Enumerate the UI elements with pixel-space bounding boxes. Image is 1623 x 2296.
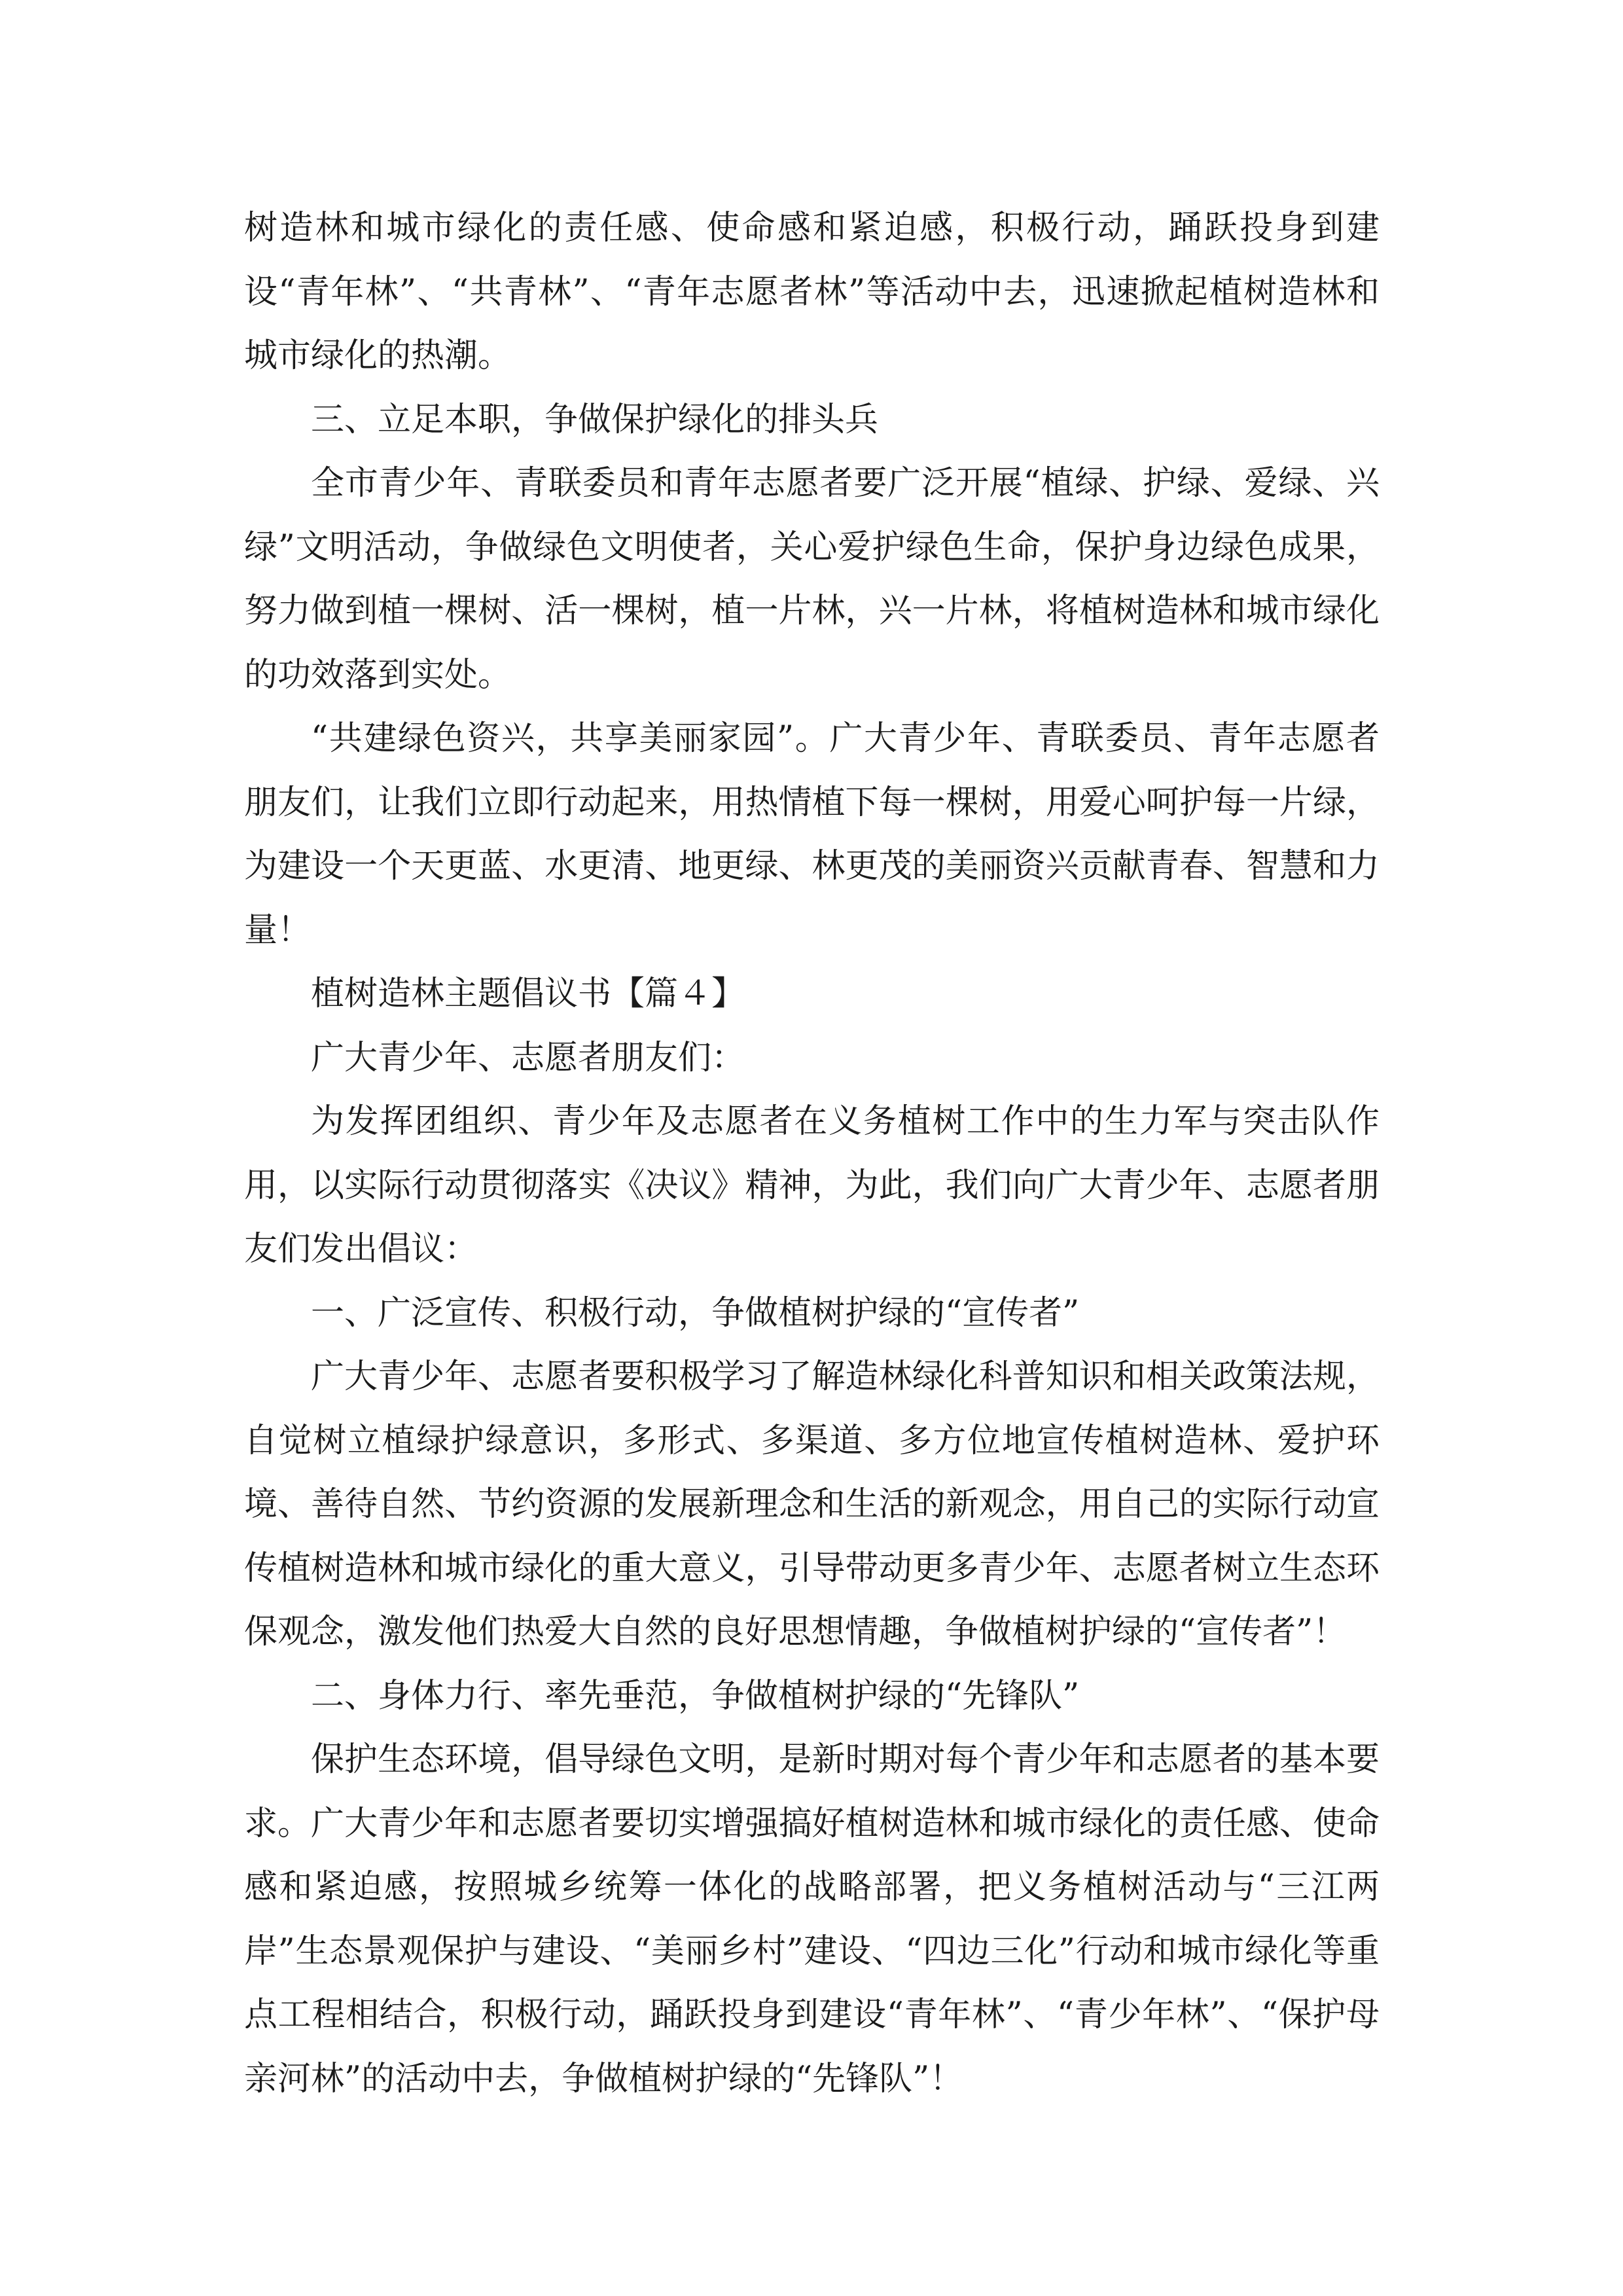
section-heading-2: 二、身体力行、率先垂范，争做植树护绿的“先锋队”	[311, 1676, 1080, 1715]
paragraph: 为发挥团组织、青少年及志愿者在义务植树工作中的生力军与突击队作用，以实际行动贯彻落实《决议》精神，为此，我们向广大青少年、志愿者朋友们发出倡议：	[244, 1102, 1380, 1268]
section-heading-1: 一、广泛宣传、积极行动，争做植树护绿的“宣传者”	[311, 1293, 1080, 1333]
paragraph: “共建绿色资兴，共享美丽家园”。广大青少年、青联委员、青年志愿者朋友们，让我们立即行动起来，用热情植下每一棵树，用爱心呵护每一片绿，为建设一个天更蓝、水更清、地更绿、林更茂的美丽资兴贡献青春、智慧和力量！	[244, 719, 1380, 950]
paragraph-continuation: 树造林和城市绿化的责任感、使命感和紧迫感，积极行动，踊跃投身到建设“青年林”、“共青林”、“青年志愿者林”等活动中去，迅速掀起植树造林和城市绿化的热潮。	[244, 209, 1380, 375]
article-title: 植树造林主题倡议书【篇４】	[311, 975, 745, 1013]
document-body	[244, 196, 1380, 2111]
salutation: 广大青少年、志愿者朋友们：	[311, 1038, 745, 1077]
paragraph: 保护生态环境，倡导绿色文明，是新时期对每个青少年和志愿者的基本要求。广大青少年和志愿者要切实增强搞好植树造林和城市绿化的责任感、使命感和紧迫感，按照城乡统筹一体化的战略部署，把义务植树活动与“三江两岸”生态景观保护与建设、“美丽乡村”建设、“四边三化”行动和城市绿化等重点工程相结合，积极行动，踊跃投身到建设“青年林”、“青少年林”、“保护母亲河林”的活动中去，争做植树护绿的“先锋队”！	[244, 1740, 1380, 2098]
section-heading-3: 三、立足本职，争做保护绿化的排头兵	[311, 400, 879, 439]
paragraph: 广大青少年、志愿者要积极学习了解造林绿化科普知识和相关政策法规，自觉树立植绿护绿意识，多形式、多渠道、多方位地宣传植树造林、爱护环境、善待自然、节约资源的发展新理念和生活的新观念，用自己的实际行动宣传植树造林和城市绿化的重大意义，引导带动更多青少年、志愿者树立生态环保观念，激发他们热爱大自然的良好思想情趣，争做植树护绿的“宣传者”！	[244, 1357, 1380, 1651]
paragraph: 全市青少年、青联委员和青年志愿者要广泛开展“植绿、护绿、爱绿、兴绿”文明活动，争做绿色文明使者，关心爱护绿色生命，保护身边绿色成果，努力做到植一棵树、活一棵树，植一片林，兴一片林，将植树造林和城市绿化的功效落到实处。	[244, 464, 1380, 694]
